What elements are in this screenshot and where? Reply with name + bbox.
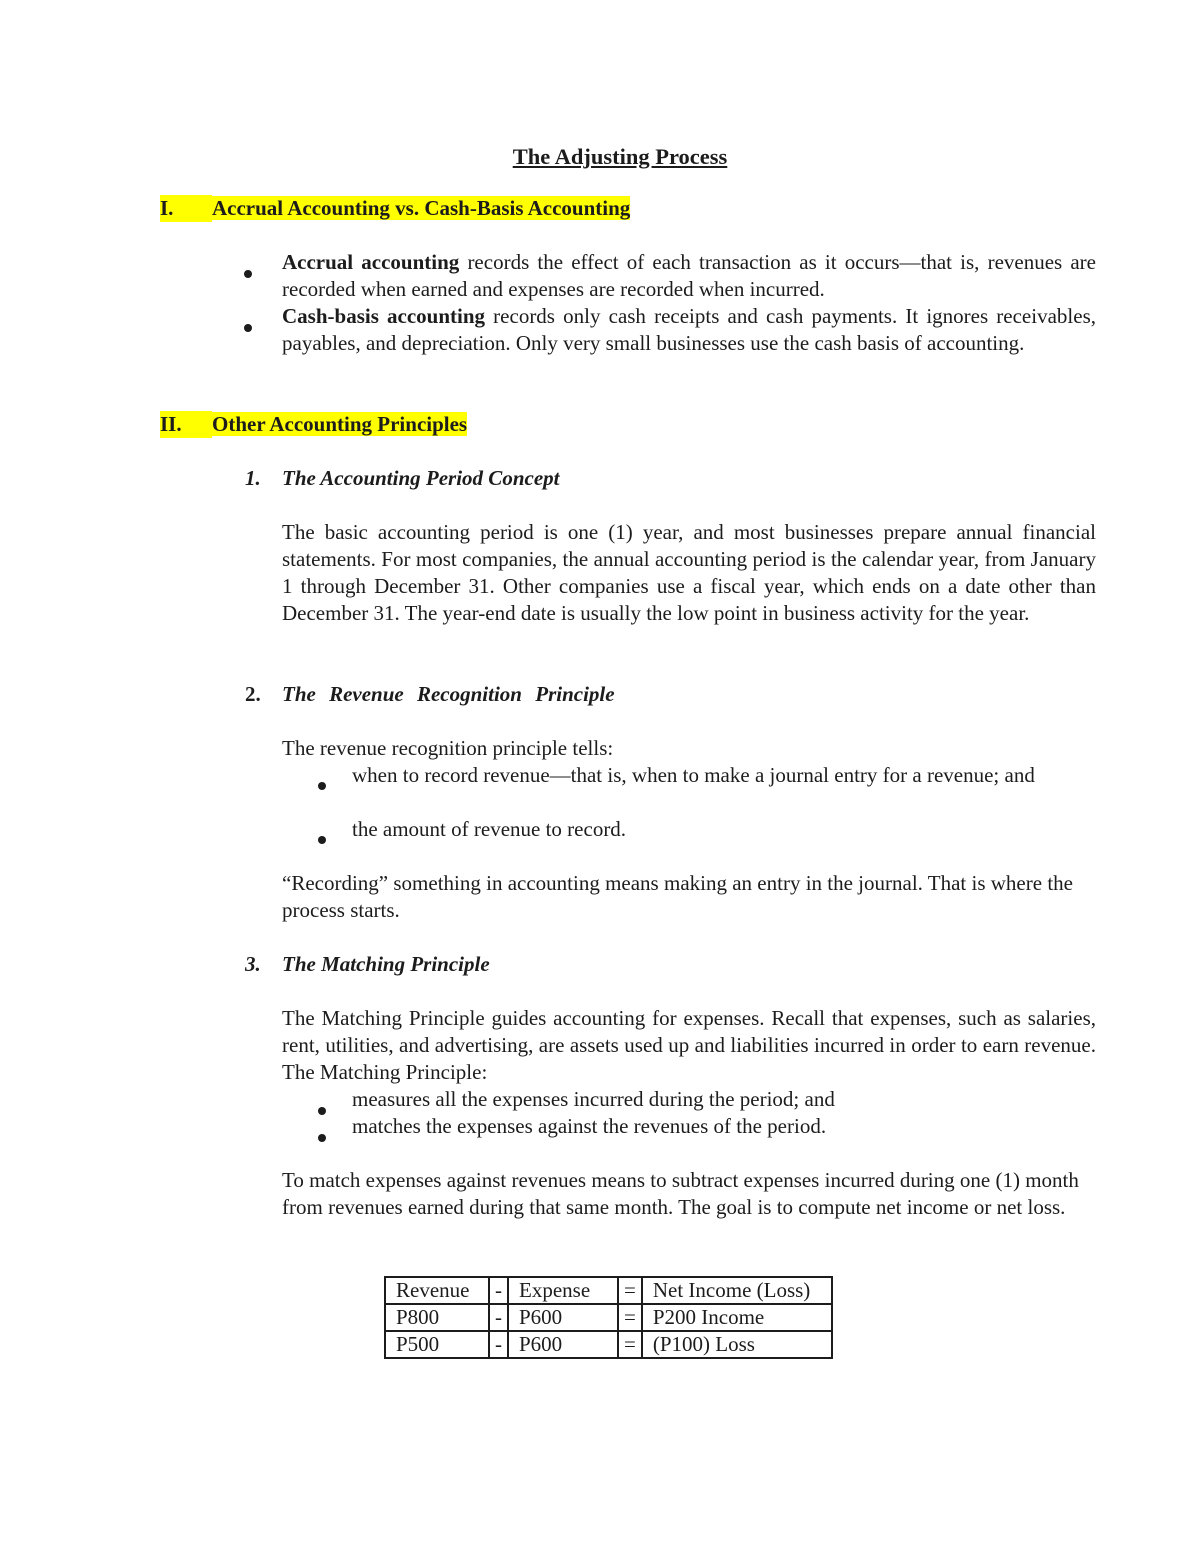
subsection-2-number: 2. [245,682,261,706]
section-1-title: Accrual Accounting vs. Cash-Basis Accounting [212,196,631,220]
table-cell: P600 [508,1304,618,1331]
table-cell: = [618,1304,642,1331]
subsection-2-heading [245,681,615,708]
bullet-icon [318,1123,326,1148]
section-1-heading [160,195,630,222]
term-cash-basis: Cash-basis accounting [282,304,486,328]
subsection-1-heading [245,465,559,492]
table-cell: - [489,1304,508,1331]
table-cell: P800 [385,1304,489,1331]
revenue-bullet-1: when to record revenue—that is, when to make a journal entry for a revenue; and [352,763,1035,787]
section-1-number: I. [160,195,212,222]
table-cell: Expense [508,1277,618,1304]
section-2-number: II. [160,411,212,438]
matching-closing: To match expenses against revenues means to subtract expenses incurred during one (1) month from revenues earned during that same month. The goal is to compute net income or net loss. [282,1168,1079,1219]
matching-bullet-1: measures all the expenses incurred during the period; and [352,1087,835,1111]
section-2-heading [160,411,467,438]
recording-note: “Recording” something in accounting means making an entry in the journal. That is where the process starts. [282,871,1073,922]
table-row [385,1331,832,1358]
table-cell: - [489,1331,508,1358]
table-row [385,1304,832,1331]
table-cell: = [618,1277,642,1304]
table-cell: Net Income (Loss) [642,1277,832,1304]
bullet-icon [318,771,326,796]
bullet-accrual [282,249,1096,303]
table-cell: (P100) Loss [642,1331,832,1358]
subsection-2-title: The Revenue Recognition Principle [282,682,615,706]
revenue-intro: The revenue recognition principle tells: [282,736,614,760]
page-title: The Adjusting Process [512,144,728,169]
subsection-1-number: 1. [245,466,261,490]
revenue-bullet-2: the amount of revenue to record. [352,817,627,841]
bullet-icon [244,313,252,338]
bullet-icon [244,259,252,284]
table-cell: P500 [385,1331,489,1358]
table-cell: Revenue [385,1277,489,1304]
net-income-table [384,1276,833,1359]
subsection-1-title: The Accounting Period Concept [282,466,560,490]
subsection-3-number: 3. [245,952,261,976]
table-cell: P600 [508,1331,618,1358]
bullet-icon [318,1096,326,1121]
subsection-3-heading [245,951,490,978]
term-accrual: Accrual accounting [282,250,460,274]
text-cash-basis: records only cash receipts and cash payments. It ignores receivables, payables, and depreciation. Only very small businesses use the cash basis of accounting. [282,304,1096,355]
table-cell: - [489,1277,508,1304]
table-cell: = [618,1331,642,1358]
matching-bullet-2: matches the expenses against the revenues of the period. [352,1114,827,1138]
bullet-cash-basis [282,303,1096,357]
matching-paragraph: The Matching Principle guides accounting for expenses. Recall that expenses, such as salaries, rent, utilities, and advertising, are assets used up and liabilities incurred in order to earn revenue. The Matching Principle: [282,1006,1096,1084]
bullet-icon [318,825,326,850]
section-2-title: Other Accounting Principles [212,412,468,436]
accounting-period-paragraph: The basic accounting period is one (1) year, and most businesses prepare annual financial statements. For most companies, the annual accounting period is the calendar year, from January 1 through December 31. Other companies use a fiscal year, which ends on a date other than December 31. The year-end date is usually the low point in business activity for the year. [282,520,1096,625]
table-cell: P200 Income [642,1304,832,1331]
subsection-3-title: The Matching Principle [282,952,490,976]
text-accrual: records the effect of each transaction as it occurs—that is, revenues are recorded when earned and expenses are recorded when incurred. [282,250,1096,301]
table-row [385,1277,832,1304]
